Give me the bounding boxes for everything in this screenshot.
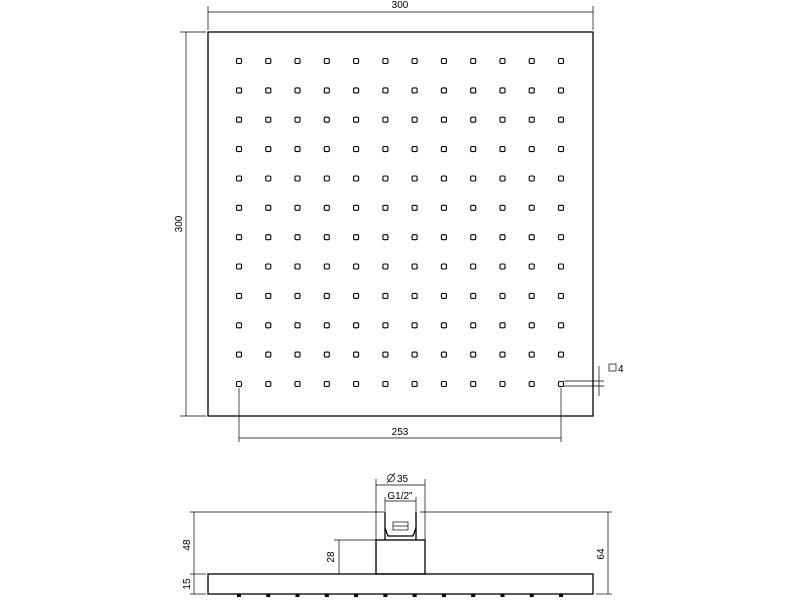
nozzle <box>412 323 417 328</box>
nozzle <box>559 382 564 387</box>
nozzle <box>266 88 271 93</box>
nozzle <box>324 88 329 93</box>
nozzle <box>529 264 534 269</box>
nozzle <box>383 59 388 64</box>
nozzle <box>441 59 446 64</box>
nozzle <box>237 117 242 122</box>
thread-dimension <box>385 491 416 512</box>
nozzle <box>441 264 446 269</box>
nozzle <box>383 293 388 298</box>
nozzle <box>529 352 534 357</box>
nozzle-size-dimension <box>564 364 624 396</box>
nozzle <box>237 59 242 64</box>
nozzle <box>324 176 329 181</box>
nozzle <box>354 382 359 387</box>
nozzle <box>471 293 476 298</box>
nozzle <box>324 382 329 387</box>
nozzle <box>295 352 300 357</box>
nozzle <box>237 235 242 240</box>
nozzle <box>324 117 329 122</box>
nozzle <box>529 88 534 93</box>
nozzle <box>324 352 329 357</box>
thread-dimension-label: G1/2" <box>387 491 413 502</box>
nozzle <box>500 352 505 357</box>
nozzle <box>471 235 476 240</box>
nozzle <box>559 323 564 328</box>
nozzle <box>266 293 271 298</box>
nozzle <box>559 88 564 93</box>
nozzle-span-dimension <box>239 388 561 442</box>
nozzle <box>441 352 446 357</box>
height-dimension-label: 300 <box>174 215 185 233</box>
nozzle <box>295 382 300 387</box>
nozzle <box>559 205 564 210</box>
width-dimension <box>208 0 593 30</box>
nozzle <box>354 176 359 181</box>
nozzle <box>237 382 242 387</box>
nozzle <box>237 352 242 357</box>
nozzle <box>529 293 534 298</box>
nozzle <box>500 59 505 64</box>
shower-plate-profile <box>208 574 593 594</box>
nozzle <box>295 205 300 210</box>
nozzle <box>383 264 388 269</box>
nozzle <box>471 264 476 269</box>
nozzle <box>295 235 300 240</box>
nozzle <box>412 264 417 269</box>
nozzle <box>412 293 417 298</box>
nozzle <box>354 147 359 152</box>
nozzle <box>529 235 534 240</box>
nozzle <box>500 293 505 298</box>
nozzle <box>500 323 505 328</box>
plate-thickness-dimension <box>182 574 206 594</box>
nozzle <box>354 117 359 122</box>
nozzle <box>471 205 476 210</box>
nozzle <box>354 352 359 357</box>
side-nozzle-tip <box>471 594 475 597</box>
side-nozzle-tip <box>237 594 241 597</box>
nozzle <box>324 205 329 210</box>
nozzle <box>266 382 271 387</box>
plate-thickness-dimension-label: 15 <box>182 578 193 590</box>
nozzle <box>441 293 446 298</box>
side-nozzle-tip <box>530 594 534 597</box>
nozzle <box>471 382 476 387</box>
nozzle <box>237 205 242 210</box>
nozzle <box>237 323 242 328</box>
nozzle <box>266 117 271 122</box>
nozzle <box>500 264 505 269</box>
nozzle <box>441 205 446 210</box>
nozzle <box>500 235 505 240</box>
nozzle <box>354 293 359 298</box>
nozzle <box>441 382 446 387</box>
nozzle <box>441 176 446 181</box>
nozzle <box>324 323 329 328</box>
nozzle <box>412 59 417 64</box>
nozzle <box>354 205 359 210</box>
nozzle <box>383 323 388 328</box>
body-height-dimension-label: 28 <box>326 551 337 563</box>
nozzle <box>295 147 300 152</box>
nozzle <box>412 88 417 93</box>
nozzle <box>354 235 359 240</box>
side-nozzle-tip <box>559 594 563 597</box>
total-height-dimension-label: 64 <box>596 548 607 560</box>
side-nozzle-tip <box>325 594 329 597</box>
nozzle <box>559 352 564 357</box>
nozzle <box>354 264 359 269</box>
nozzle-size-dimension-label: 4 <box>618 364 624 375</box>
nozzle <box>237 293 242 298</box>
nozzle <box>383 352 388 357</box>
nozzle <box>441 88 446 93</box>
nozzle <box>266 59 271 64</box>
nozzle <box>412 176 417 181</box>
side-nozzle-tip <box>266 594 270 597</box>
nozzle <box>529 323 534 328</box>
nozzle <box>295 323 300 328</box>
nozzle <box>237 147 242 152</box>
arm-height-dimension <box>182 512 384 574</box>
nozzle <box>266 264 271 269</box>
nozzle <box>354 88 359 93</box>
nozzle <box>529 117 534 122</box>
nozzle <box>559 147 564 152</box>
nozzle <box>500 176 505 181</box>
square-symbol-icon <box>609 364 616 371</box>
nozzle-span-dimension-label: 253 <box>391 427 409 438</box>
nozzle <box>500 88 505 93</box>
nozzle <box>324 59 329 64</box>
nozzle <box>529 147 534 152</box>
nozzle <box>266 352 271 357</box>
nozzle-grid <box>237 59 564 387</box>
nozzle <box>471 352 476 357</box>
total-height-dimension <box>420 512 612 594</box>
nozzle <box>354 59 359 64</box>
nozzle <box>383 117 388 122</box>
nozzle <box>266 235 271 240</box>
nozzle <box>237 88 242 93</box>
arm-height-dimension-label: 48 <box>182 539 193 551</box>
nozzle <box>383 88 388 93</box>
side-view <box>182 473 612 597</box>
nozzle <box>529 176 534 181</box>
connector-profile <box>385 512 416 540</box>
nozzle <box>412 352 417 357</box>
nozzle <box>559 264 564 269</box>
nozzle <box>237 264 242 269</box>
nozzle <box>471 88 476 93</box>
nozzle <box>383 382 388 387</box>
nozzle <box>295 88 300 93</box>
nozzle <box>529 59 534 64</box>
nozzle <box>324 293 329 298</box>
height-dimension <box>174 32 206 416</box>
shower-body-profile <box>376 540 425 574</box>
nozzle <box>237 176 242 181</box>
nozzle <box>441 235 446 240</box>
nozzle <box>266 323 271 328</box>
nozzle <box>500 205 505 210</box>
nozzle <box>412 235 417 240</box>
nozzle <box>412 147 417 152</box>
nozzle <box>500 382 505 387</box>
side-nozzle-tip <box>383 594 387 597</box>
nozzle <box>471 59 476 64</box>
diameter-dimension-label: 35 <box>397 474 409 485</box>
nozzle <box>412 382 417 387</box>
nozzle <box>412 117 417 122</box>
body-height-dimension <box>326 540 376 574</box>
nozzle <box>529 382 534 387</box>
nozzle <box>471 147 476 152</box>
nozzle <box>266 176 271 181</box>
nozzle <box>295 293 300 298</box>
side-nozzle-tip <box>296 594 300 597</box>
nozzle <box>559 176 564 181</box>
side-nozzle-tip <box>413 594 417 597</box>
nozzle <box>266 205 271 210</box>
nozzle <box>559 59 564 64</box>
nozzle <box>412 205 417 210</box>
side-nozzle-tip <box>501 594 505 597</box>
nozzle <box>266 147 271 152</box>
side-nozzle-tip <box>442 594 446 597</box>
nozzle <box>324 264 329 269</box>
nozzle <box>471 176 476 181</box>
nozzle <box>559 293 564 298</box>
side-nozzle-tip <box>354 594 358 597</box>
nozzle <box>354 323 359 328</box>
nozzle <box>441 323 446 328</box>
nozzle <box>383 176 388 181</box>
nozzle <box>559 235 564 240</box>
nozzle <box>529 205 534 210</box>
nozzle <box>324 235 329 240</box>
nozzle <box>471 117 476 122</box>
plan-view <box>174 0 624 442</box>
nozzle <box>500 117 505 122</box>
nozzle <box>295 117 300 122</box>
nozzle <box>383 235 388 240</box>
nozzle <box>295 176 300 181</box>
nozzle <box>324 147 329 152</box>
width-dimension-label: 300 <box>391 0 409 11</box>
nozzle <box>383 205 388 210</box>
nozzle <box>295 264 300 269</box>
nozzle <box>441 147 446 152</box>
nozzle <box>500 147 505 152</box>
nozzle <box>559 117 564 122</box>
nozzle <box>383 147 388 152</box>
nozzle <box>441 117 446 122</box>
nozzle <box>471 323 476 328</box>
nozzle <box>295 59 300 64</box>
